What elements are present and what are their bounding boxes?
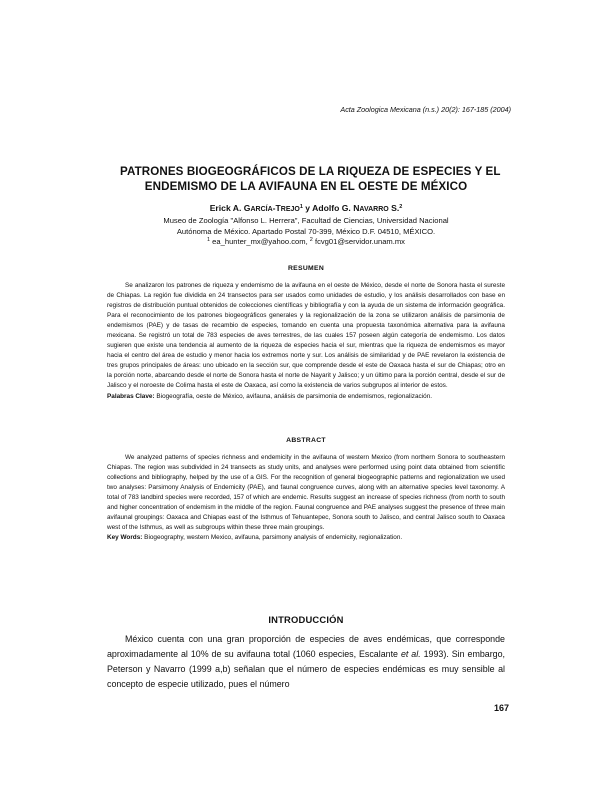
affiliation-mark-1: 1 [299,204,303,210]
author-list: Erick A. GARCÍA-TREJO$^1$ y Adolfo G. NAVARRO S.$^2$ [209,203,403,213]
introduccion-heading: INTRODUCCIÓN [268,614,344,625]
introduccion-paragraph: México cuenta con una gran proporción de especies de aves endémicas, que corresponde aproximadamente al 10% de su avifauna total (1060 especies, Escalante et al. 1993). Sin embargo, Peterson y Navarro (1999 a,b) señalan que el número de especies endémicas es muy sensible al concepto de especie utilizado, pues el número [107,634,506,690]
resumen-body: Se analizaron los patrones de riqueza y endemismo de la avifauna en el oeste de México, desde el norte de Sonora hasta el sureste de Chiapas. La región fue dividida en 24 transectos para ser usados como unidades de estudio, y los análisis desarrollados con base en registros de distribución puntual obtenidos de colecciones científicas y bibliografía y con la ayuda de un sistema de información geográfica. Para el reconocimiento de los patrones biogeográficos generales y la regionalización de la zona se utilizaron análisis de parsimonia de endemismos (PAE) y de tasas de recambio de especies, tomando en cuenta una propuesta taxonómica alternativa para la avifauna mexicana. Se registró un total de 783 especies de aves terrestres, de las cuales 157 poseen algún categoría de endemismo. Los datos sugieren que existe una tendencia al aumento de la riqueza de especies hacia el sur, mientras que la riqueza de endemismos es mayor hacia el centro del área de estudio y menor hacia los extremos norte y sur. Los análisis de similaridad y de PAE revelaron la existencia de tres grupos principales de áreas: uno ubicado en la sección sur, que comprende desde el este de Oaxaca hasta el sur de Chiapas; otro en la porción norte, abarcando desde el norte de Sonora hasta el norte de Nayarit y Jalisco; y un último para la porción central, desde el sur de Jalisco y el noroeste de Colima hasta el este de Oaxaca, así como la existencia de varios subgrupos al interior de estos. [107,282,505,390]
email-2: fcvg01@servidor.unam.mx [312,237,405,247]
resumen-section [107,281,505,402]
author-1: Erick A. GARCÍA-TREJO$^1$ [209,203,303,213]
email-1: ea_hunter_mx@yahoo.com, [210,237,310,247]
resumen-keywords: Palabras Clave: Biogeografía, oeste de México, avifauna, análisis de parsimonia de endemismos, regionalización. [107,392,433,400]
introduccion-section [107,632,505,692]
abstract-keywords: Key Words: Biogeography, western Mexico, avifauna, parsimony analysis of endemicity, regionalization. [107,534,403,542]
affiliation-line-1: Museo de Zoología "Alfonso L. Herrera", Facultad de Ciencias, Universidad Nacional [163,216,449,225]
author-2: Adolfo G. NAVARRO S.$^2$ [312,203,403,213]
page-number: 167 [493,703,509,713]
abstract-heading: ABSTRACT [286,437,326,444]
abstract-section [107,453,505,543]
affiliation-line-2: Autónoma de México. Apartado Postal 70-399, México D.F. 04510, MÉXICO. [176,226,436,236]
resumen-heading: RESUMEN [287,265,325,272]
journal-citation: Acta Zoologica Mexicana (n.s.) 20(2): 167-185 (2004) [340,105,511,114]
paper-title [120,164,501,194]
author-emails: $^1$ ea_hunter_mx@yahoo.com, $^2$ fcvg01@servidor.unam.mx [207,237,405,247]
abstract-body: We analyzed patterns of species richness and endemicity in the avifauna of western Mexico (from northern Sonora to southeastern Chiapas. The region was subdivided in 24 transects as study units, and analyses were performed using point data obtained from scientific collections and bibliography, helped by the use of a GIS. For the recognition of general biogeographic patterns and regionalization we used two analyses: Parsimony Analysis of Endemicity (PAE), and faunal congruence curves, along with an alternative species level taxonomy. A total of 783 landbird species were recorded, 157 of which are endemic. Results suggest an increase of species richness (from north to south and higher concentration of endemism in the middle of the region. Faunal congruence and PAE analyses suggest the presence of three main avifaunal groupings: Oaxaca and Chiapas east of the Isthmus of Tehuantepec, Sonora south to Jalisco, and central Jalisco south to Oaxaca west of the Isthmus, as well as subgroups within these three main groupings. [107,454,505,532]
affiliation-mark-2: 2 [399,204,403,210]
title-line-2: ENDEMISMO DE LA AVIFAUNA EN EL OESTE DE MÉXICO [144,180,468,193]
author-affiliation [100,216,512,248]
title-line-1: PATRONES BIOGEOGRÁFICOS DE LA RIQUEZA DE ESPECIES Y EL [120,165,501,178]
